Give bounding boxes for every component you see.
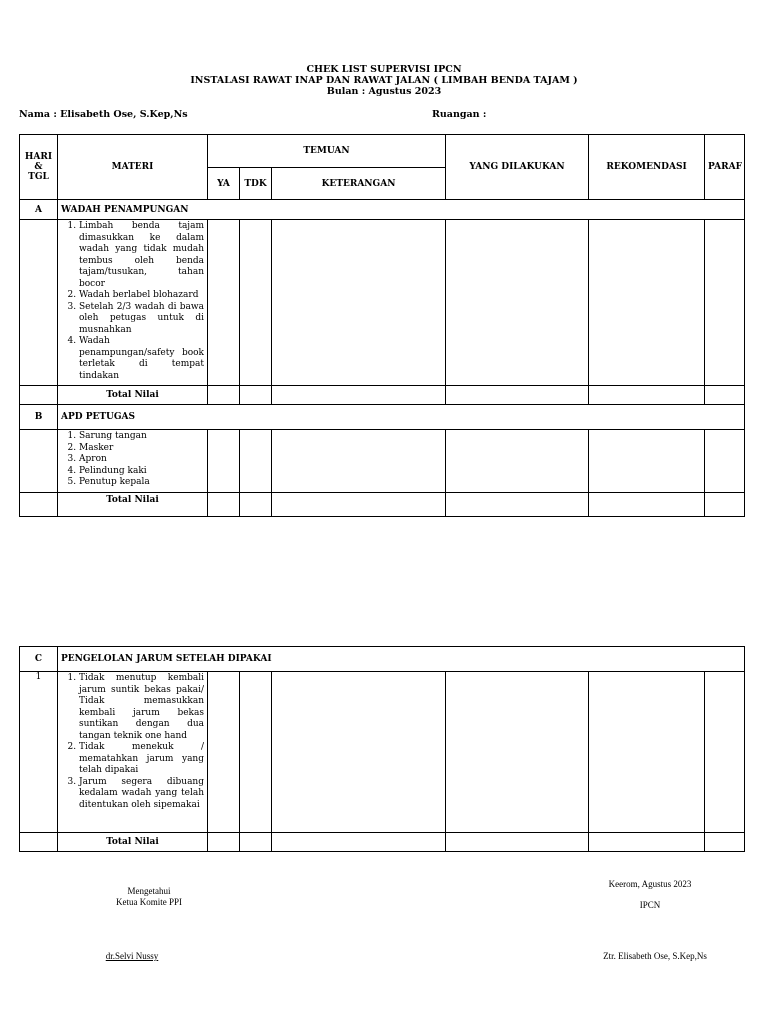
- list-item: 1. Sarung tangan: [79, 431, 204, 443]
- col-tdk: TDK: [240, 168, 272, 200]
- section-c-total: [20, 833, 745, 852]
- section-letter: B: [20, 405, 58, 430]
- col-yang-dilakukan: YANG DILAKUKAN: [446, 135, 589, 200]
- keterangan-cell[interactable]: [272, 430, 446, 493]
- item-list: [58, 220, 208, 386]
- section-a-items: [20, 220, 745, 386]
- total-nilai-label: Total Nilai: [58, 833, 208, 852]
- list-item: 2. Masker: [79, 443, 204, 455]
- section-b-items: [20, 430, 745, 493]
- col-hari: HARI & TGL: [20, 135, 58, 200]
- list-item: 1. Limbah benda tajam dimasukkan ke dalam wadah yang tidak mudah tembus oleh benda tajam/tusukan, tahan bocor: [79, 221, 204, 290]
- section-b-header: [20, 405, 745, 430]
- sig-left-line2: Ketua Komite PPI: [116, 897, 182, 907]
- paraf-cell[interactable]: [705, 672, 745, 833]
- doc-title: CHEK LIST SUPERVISI IPCN: [306, 64, 462, 75]
- sig-right-date: Keerom, Agustus 2023: [608, 879, 692, 889]
- dilakukan-cell[interactable]: [446, 672, 589, 833]
- col-materi: MATERI: [58, 135, 208, 200]
- rekomendasi-cell[interactable]: [589, 672, 705, 833]
- list-item: 4. Wadah penampungan/safety book terletak di tempat tindakan: [79, 336, 204, 382]
- section-title: WADAH PENAMPUNGAN: [58, 200, 745, 220]
- ya-cell[interactable]: [208, 220, 240, 386]
- section-title: PENGELOLAN JARUM SETELAH DIPAKAI: [58, 647, 745, 672]
- section-letter: C: [20, 647, 58, 672]
- list-item: 2. Tidak menekuk / mematahkan jarum yang telah dipakai: [79, 742, 204, 777]
- section-a-total: [20, 386, 745, 405]
- tdk-cell[interactable]: [240, 672, 272, 833]
- col-temuan: TEMUAN: [208, 135, 446, 168]
- list-item: 3. Setelah 2/3 wadah di bawa oleh petugas untuk di musnahkan: [79, 302, 204, 337]
- row-number: 1: [20, 672, 58, 833]
- col-keterangan: KETERANGAN: [272, 168, 446, 200]
- section-b-total: [20, 493, 745, 517]
- item-list: [58, 430, 208, 493]
- sig-right-role: IPCN: [639, 900, 661, 910]
- section-title: APD PETUGAS: [58, 405, 745, 430]
- section-letter: A: [20, 200, 58, 220]
- list-item: 3. Jarum segera dibuang kedalam wadah yang telah ditentukan oleh sipemakai: [79, 777, 204, 812]
- tdk-cell[interactable]: [240, 220, 272, 386]
- list-item: 4. Pelindung kaki: [79, 466, 204, 478]
- keterangan-cell[interactable]: [272, 220, 446, 386]
- list-item: 1. Tidak menutup kembali jarum suntik bekas pakai/ Tidak memasukkan kembali jarum bekas suntikan dengan dua tangan teknik one hand: [79, 673, 204, 742]
- dilakukan-cell[interactable]: [446, 220, 589, 386]
- nama-label: Nama : Elisabeth Ose, S.Kep,Ns: [19, 109, 188, 120]
- ya-cell[interactable]: [208, 430, 240, 493]
- col-paraf: PARAF: [705, 135, 745, 200]
- checklist-table-1: [19, 134, 745, 517]
- col-rekomendasi: REKOMENDASI: [589, 135, 705, 200]
- list-item: 5. Penutup kepala: [79, 477, 204, 489]
- total-nilai-label: Total Nilai: [58, 493, 208, 517]
- dilakukan-cell[interactable]: [446, 430, 589, 493]
- ya-cell[interactable]: [208, 672, 240, 833]
- section-a-header: [20, 200, 745, 220]
- rekomendasi-cell[interactable]: [589, 220, 705, 386]
- paraf-cell[interactable]: [705, 430, 745, 493]
- sig-right-name: Ztr. Elisabeth Ose, S.Kep,Ns: [603, 951, 707, 961]
- ruangan-label: Ruangan :: [432, 109, 487, 120]
- keterangan-cell[interactable]: [272, 672, 446, 833]
- list-item: 3. Apron: [79, 454, 204, 466]
- sig-left-name: dr.Selvi Nussy: [105, 951, 159, 961]
- sig-left-line1: Mengetahui: [127, 886, 171, 896]
- doc-month: Bulan : Agustus 2023: [326, 86, 442, 97]
- col-ya: YA: [208, 168, 240, 200]
- checklist-table-2: [19, 646, 745, 852]
- item-list: [58, 672, 208, 833]
- doc-subtitle: INSTALASI RAWAT INAP DAN RAWAT JALAN ( LIMBAH BENDA TAJAM ): [190, 75, 578, 86]
- list-item: 2. Wadah berlabel blohazard: [79, 290, 204, 302]
- total-nilai-label: Total Nilai: [58, 386, 208, 405]
- rekomendasi-cell[interactable]: [589, 430, 705, 493]
- section-c-items: [20, 672, 745, 833]
- tdk-cell[interactable]: [240, 430, 272, 493]
- section-c-header: [20, 647, 745, 672]
- paraf-cell[interactable]: [705, 220, 745, 386]
